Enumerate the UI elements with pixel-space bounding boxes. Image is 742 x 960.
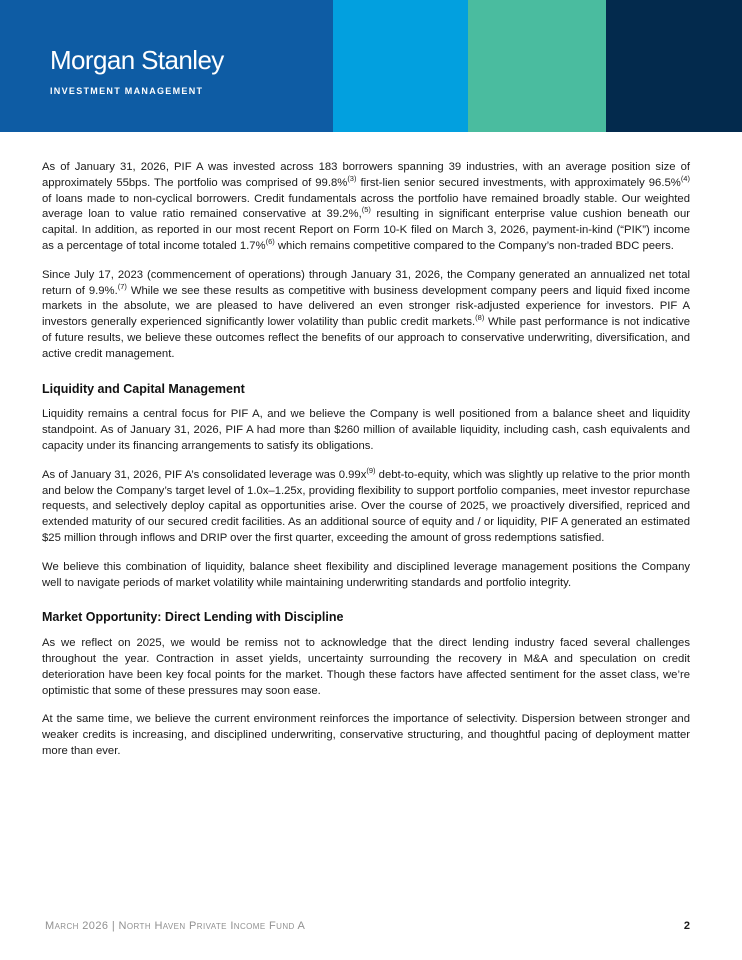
text-run: As of January 31, 2026, PIF A’s consolidated leverage was 0.99x	[42, 468, 367, 481]
text-run: As of January 31, 2026, PIF A was invested across 183 borrowers spanning 39 industries, with an average position size of approximately 55bps. The portfolio was comprised of 99.8%	[42, 161, 690, 189]
text-run: Market Opportunity: Direct Lending with Discipline	[42, 610, 344, 625]
morgan-stanley-logo: Morgan Stanley	[50, 45, 224, 75]
body-paragraph	[42, 268, 690, 363]
footnote-reference: (8)	[475, 313, 485, 323]
brand-division-label: INVESTMENT MANAGEMENT	[50, 86, 204, 96]
text-run: of loans made to non-cyclical borrowers. Credit fundamentals across the portfolio have remained broadly stable. Our weighted average loan to value ratio remained conservative at 39.2%,	[42, 192, 690, 221]
text-run: While past performance is not indicative of future results, we believe these outcomes reflect the benefits of our approach to conservative underwriting, diversification, and active credit management.	[42, 316, 690, 360]
text-run: While we see these results as competitive with business development company peers and liquid fixed income markets in the absolute, we are pleased to have delivered an even stronger risk-adjusted experience for investors. PIF A investors generally experienced significantly lower volatility than public credit markets.	[42, 284, 690, 329]
text-run: resulting in significant enterprise value cushion beneath our capital. In addition, as reported in our most recent Report on Form 10-K filed on March 3, 2026, payment-in-kind (“PIK”) income as a percentage of total income totaled 1.7%	[42, 208, 690, 252]
banner-primary-block	[0, 0, 333, 132]
body-paragraph	[42, 712, 690, 759]
banner-green-block	[468, 0, 606, 132]
body-paragraph	[42, 636, 690, 699]
section-heading	[42, 382, 690, 398]
brand-banner	[0, 0, 742, 132]
text-run: As we reflect on 2025, we would be remiss not to acknowledge that the direct lending industry faced several challenges throughout the year. Contraction in asset yields, uncertainty surrounding the recovery in M&A and speculation on credit deterioration have been key focal points for the market. Though these factors have affected sentiment for the asset class, we’re optimistic that some of these pressures may soon ease.	[42, 637, 690, 697]
body-paragraph	[42, 160, 690, 255]
text-run: We believe this combination of liquidity, balance sheet flexibility and disciplined leverage management positions the Company well to navigate periods of market volatility while maintaining underwriting standards and portfolio integrity.	[42, 560, 690, 589]
document-body	[0, 132, 742, 760]
text-run: Liquidity remains a central focus for PIF A, and we believe the Company is well positioned from a balance sheet and liquidity standpoint. As of January 31, 2026, PIF A had more than $260 million of available liquidity, including cash, cash equivalents and capacity under its financing arrangements to satisfy its obligations.	[42, 408, 690, 452]
footer-report-title: March 2026 | North Haven Private Income Fund A	[45, 920, 306, 932]
footnote-reference: (3)	[347, 174, 357, 184]
text-run: At the same time, we believe the current environment reinforces the importance of selectivity. Dispersion between stronger and weaker credits is increasing, and disciplined underwriting, conservative structuring, and thoughtful pacing of deployment matter more than ever.	[42, 713, 690, 757]
text-run: Liquidity and Capital Management	[42, 381, 245, 396]
footnote-reference: (4)	[680, 174, 690, 184]
text-run: which remains competitive compared to the Company’s non-traded BDC peers.	[274, 239, 674, 252]
body-paragraph	[42, 560, 690, 592]
footnote-reference: (7)	[117, 281, 127, 291]
banner-navy-block	[606, 0, 742, 132]
body-paragraph	[42, 465, 691, 547]
banner-lightblue-block	[333, 0, 468, 132]
text-run: Since July 17, 2023 (commencement of operations) through January 31, 2026, the Company generated an annualized net total return of 9.9%.	[42, 268, 690, 297]
footnote-reference: (5)	[361, 205, 371, 215]
section-heading	[42, 610, 690, 626]
document-footer	[45, 920, 690, 932]
page-number: 2	[683, 920, 690, 932]
footnote-reference: (9)	[366, 465, 376, 475]
text-run: first-lien senior secured investments, with approximately 96.5%	[356, 176, 681, 189]
footnote-reference: (6)	[265, 237, 275, 247]
body-paragraph	[42, 407, 690, 454]
text-run: debt-to-equity, which was slightly up relative to the prior month and below the Company’s target level of 1.0x–1.25x, providing flexibility to support portfolio companies, meet investor repurchase requests, and selectively deploy capital as opportunities arise. Over the course of 2025, we proactively diversified, repriced and extended maturity of our secured credit facilities. As an additional source of equity and / or liquidity, PIF A generated an estimated $25 million through inflows and DRIP over the first quarter, exceeding the amount of gross redemptions satisfied.	[42, 468, 691, 544]
